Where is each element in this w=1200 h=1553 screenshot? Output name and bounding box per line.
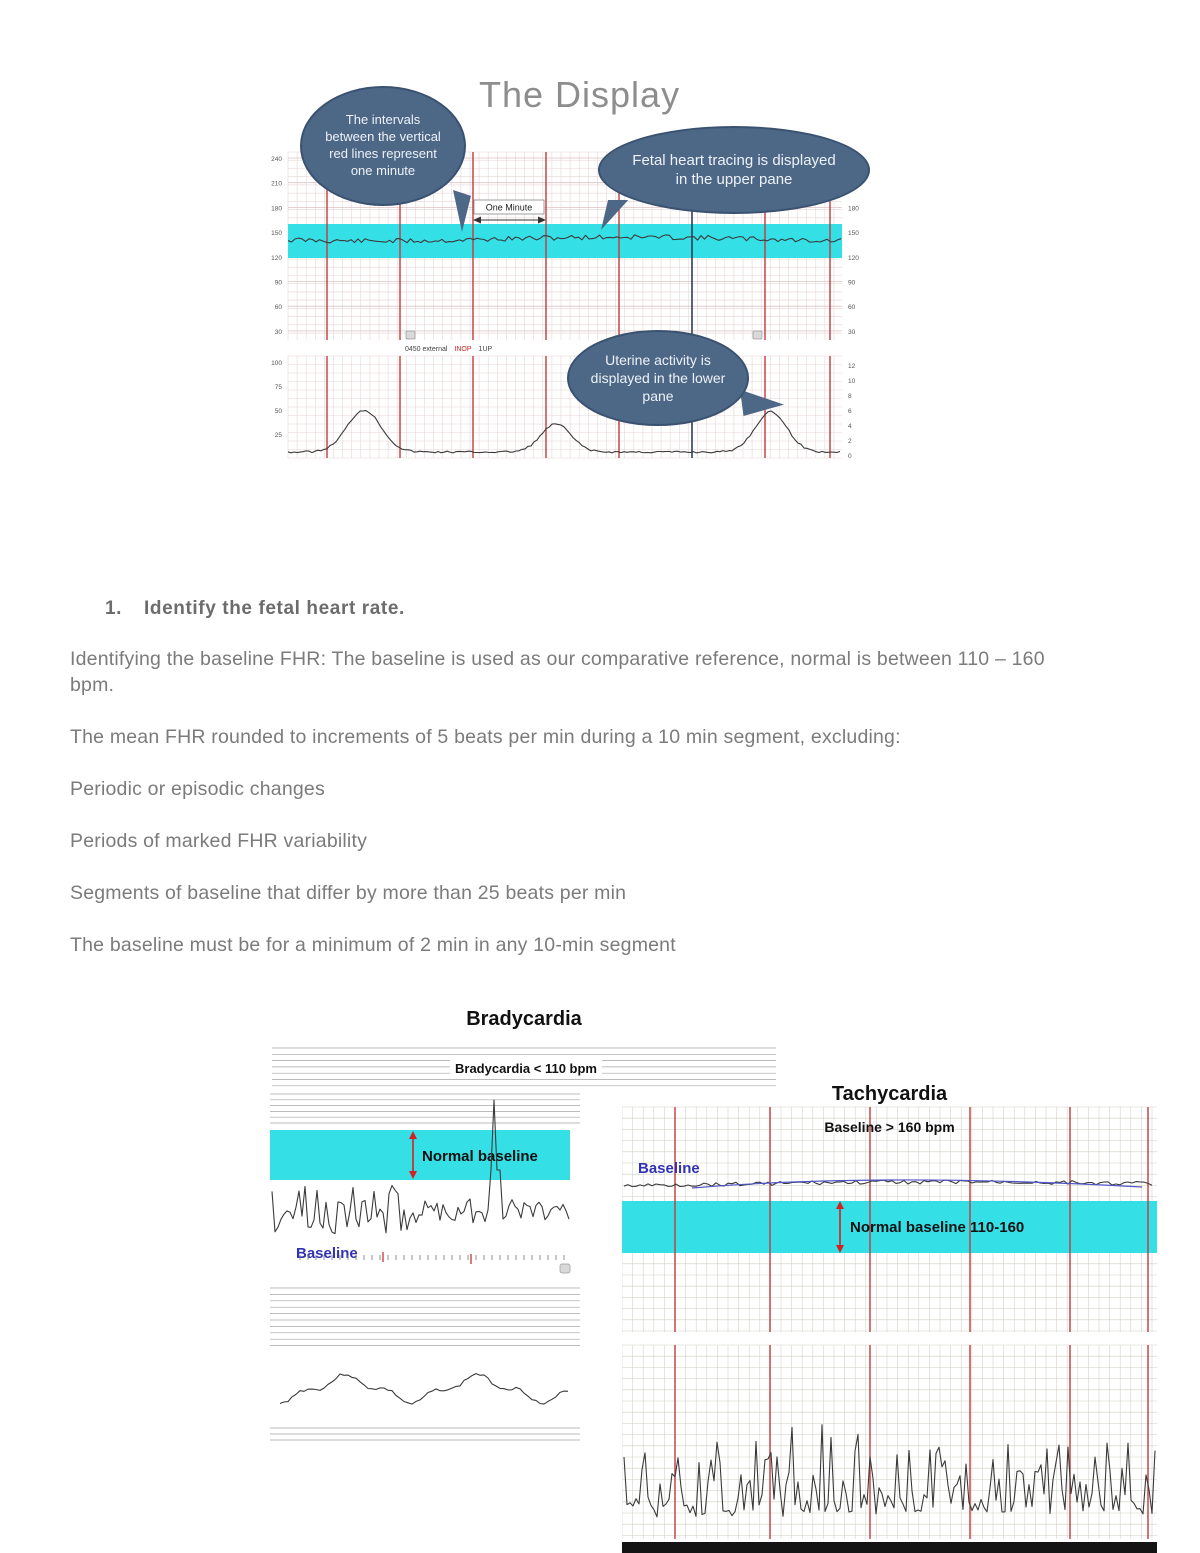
svg-text:30: 30 [274,328,282,336]
tick-row [300,1255,564,1260]
svg-text:8: 8 [848,393,852,400]
body-text [70,646,1080,984]
svg-text:60: 60 [848,304,856,312]
toco-axis-right [848,363,856,460]
page-marker-icon [560,1264,570,1273]
svg-text:0: 0 [848,453,852,460]
svg-text:50: 50 [274,408,282,415]
uterine-trace [288,411,840,453]
svg-text:150: 150 [271,230,282,238]
tachycardia-figure [622,1105,1157,1553]
svg-text:25: 25 [274,432,282,439]
speech-bubble-upper-pane [598,126,870,214]
svg-text:60: 60 [274,304,282,312]
svg-text:120: 120 [848,254,859,262]
one-minute-label: One Minute [485,202,533,213]
page-title: The Display [479,74,681,115]
paragraph: The mean FHR rounded to increments of 5 beats per min during a 10 min segment, excluding: [70,726,901,748]
svg-text:4: 4 [848,423,852,430]
bubble-text: The intervals between the vertical red lines represent one minute [325,112,441,178]
tachycardia-title: Tachycardia [831,1083,948,1105]
minute-lines [675,1107,1148,1539]
svg-text:10: 10 [848,378,856,385]
svg-text:180: 180 [848,205,859,213]
page-marker-icon [406,331,415,339]
svg-text:100: 100 [271,360,282,367]
fhr-axis-left [271,156,282,336]
svg-text:6: 6 [848,408,852,415]
toco-axis-left [271,360,282,439]
heading-number: 1. [105,598,123,619]
section-heading [105,598,405,620]
svg-text:2: 2 [848,438,852,445]
svg-text:210: 210 [271,180,282,188]
svg-text:240: 240 [271,156,282,163]
speech-bubble-intervals [300,86,466,206]
normal-baseline-label: Normal baseline 110-160 [850,1219,1025,1236]
bradycardia-threshold-label: Bradycardia < 110 bpm [455,1061,597,1076]
monitor-status-text [405,346,492,353]
page-marker-icon [753,331,762,339]
paragraph: Periods of marked FHR variability [70,830,368,852]
baseline-label: Baseline [638,1160,700,1177]
paragraph: Segments of baseline that differ by more than 25 beats per min [70,882,627,904]
svg-text:120: 120 [271,254,282,262]
ruled-lines [270,1094,580,1123]
svg-text:12: 12 [848,363,856,370]
svg-text:150: 150 [848,230,859,238]
paragraph: Periodic or episodic changes [70,778,325,800]
svg-text:75: 75 [274,384,282,391]
uterine-trace [280,1374,568,1405]
paragraph: The baseline must be for a minimum of 2 min in any 10-min segment [70,934,676,956]
baseline-label: Baseline [296,1245,358,1262]
ruled-lines [270,1288,580,1346]
bottom-bar [622,1542,1157,1553]
heading-text: Identify the fetal heart rate. [144,598,405,619]
svg-text:90: 90 [274,279,282,287]
svg-text:90: 90 [848,279,856,287]
lower-trace [624,1425,1155,1517]
bubble-text: Fetal heart tracing is displayed in the upper pane [632,151,836,188]
bubble-text: Uterine activity is displayed in the lower pane [590,351,726,405]
ruled-lines [270,1428,580,1440]
svg-text:30: 30 [848,328,856,336]
tachycardia-threshold-label: Baseline > 160 bpm [824,1119,955,1135]
normal-baseline-label: Normal baseline [422,1148,538,1165]
svg-text:180: 180 [271,205,282,213]
speech-bubble-lower-pane [567,330,749,426]
bradycardia-title: Bradycardia [466,1008,582,1030]
paragraph: Identifying the baseline FHR: The baseline is used as our comparative reference, normal is between 110 – 160 bpm. [70,648,1045,696]
svg-text:0450 externalINOP1UP: 0450 external INOP 1UP [405,346,493,353]
grid-lines [622,1107,1157,1539]
